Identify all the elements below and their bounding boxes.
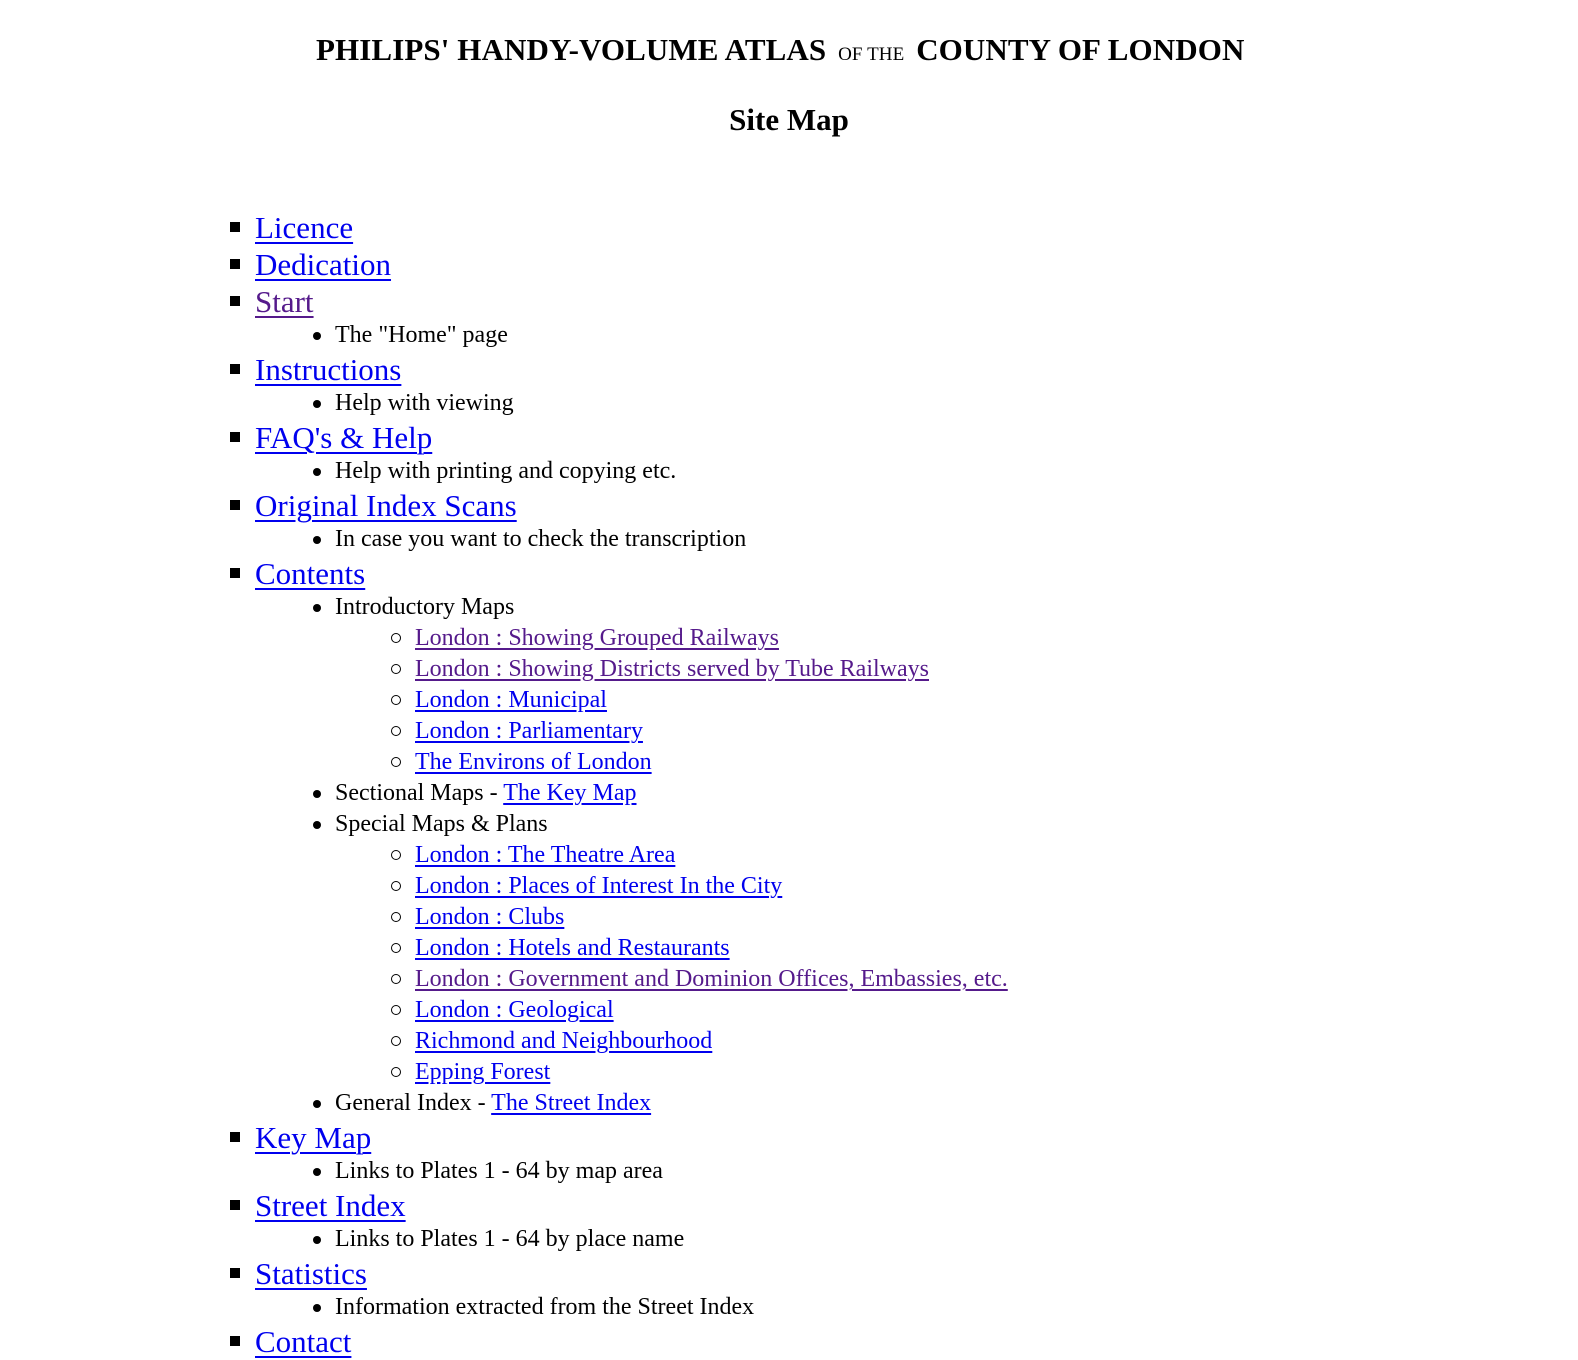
- instructions-description: [255, 388, 1008, 419]
- disc-bullet-icon: [313, 1304, 321, 1312]
- description-text: Help with viewing: [335, 390, 514, 416]
- contents-link[interactable]: Contents: [255, 556, 366, 591]
- map-link-theatre-area[interactable]: London : The Theatre Area: [415, 842, 676, 868]
- map-link-grouped-railways[interactable]: London : Showing Grouped Railways: [415, 625, 779, 651]
- disc-bullet-icon: [313, 790, 321, 798]
- list-item: [255, 716, 1008, 747]
- dedication-link[interactable]: Dedication: [255, 247, 392, 282]
- instructions-link[interactable]: Instructions: [255, 352, 402, 387]
- group-label: Sectional Maps -: [335, 780, 504, 806]
- site-map-heading: Site Map: [729, 102, 849, 137]
- scans-description: [255, 524, 1008, 555]
- introductory-maps-group: [255, 592, 1008, 623]
- list-item-contents: [225, 555, 1008, 1119]
- list-item: [255, 685, 1008, 716]
- map-link-richmond[interactable]: Richmond and Neighbourhood: [415, 1028, 713, 1054]
- circle-bullet-icon: [391, 881, 401, 891]
- disc-bullet-icon: [313, 821, 321, 829]
- street-index-description: [255, 1224, 1008, 1255]
- list-item-contact: [225, 1323, 1008, 1360]
- square-bullet-icon: [230, 1336, 240, 1346]
- list-item-instructions: [225, 351, 1008, 419]
- list-item: [255, 747, 1008, 778]
- contact-link[interactable]: Contact: [255, 1324, 352, 1359]
- square-bullet-icon: [230, 296, 240, 306]
- map-link-hotels[interactable]: London : Hotels and Restaurants: [415, 935, 730, 961]
- circle-bullet-icon: [391, 757, 401, 767]
- list-item-start: [225, 283, 1008, 351]
- key-map-inline-link[interactable]: The Key Map: [503, 780, 637, 806]
- map-link-places-of-interest[interactable]: London : Places of Interest In the City: [415, 873, 783, 899]
- description-text: The "Home" page: [335, 322, 508, 348]
- group-label: Introductory Maps: [335, 594, 515, 620]
- square-bullet-icon: [230, 568, 240, 578]
- map-link-government-offices[interactable]: London : Government and Dominion Offices, Embassies, etc.: [415, 966, 1008, 992]
- title-part1: PHILIPS' HANDY-VOLUME ATLAS: [316, 32, 827, 67]
- disc-bullet-icon: [313, 604, 321, 612]
- special-maps-group: [255, 809, 1008, 840]
- site-map-list: [225, 209, 1008, 1360]
- list-item: [255, 995, 1008, 1026]
- title-small: OF THE: [838, 44, 905, 65]
- circle-bullet-icon: [391, 664, 401, 674]
- circle-bullet-icon: [391, 912, 401, 922]
- list-item-statistics: [225, 1255, 1008, 1323]
- map-link-municipal[interactable]: London : Municipal: [415, 687, 607, 713]
- sectional-maps-group: [255, 778, 1008, 809]
- disc-bullet-icon: [313, 1236, 321, 1244]
- list-item-street-index: [225, 1187, 1008, 1255]
- group-label: Special Maps & Plans: [335, 811, 548, 837]
- disc-bullet-icon: [313, 1100, 321, 1108]
- list-item-index-scans: [225, 487, 1008, 555]
- street-index-inline-link[interactable]: The Street Index: [491, 1090, 652, 1116]
- description-text: Links to Plates 1 - 64 by place name: [335, 1226, 685, 1252]
- list-item-faq: [225, 419, 1008, 487]
- list-item: [255, 871, 1008, 902]
- circle-bullet-icon: [391, 850, 401, 860]
- list-item: [255, 902, 1008, 933]
- faq-description: [255, 456, 1008, 487]
- licence-link[interactable]: Licence: [255, 210, 354, 245]
- list-item: [255, 840, 1008, 871]
- description-text: Links to Plates 1 - 64 by map area: [335, 1158, 663, 1184]
- title-part2: COUNTY OF LONDON: [916, 32, 1245, 67]
- square-bullet-icon: [230, 1268, 240, 1278]
- list-item: [255, 623, 1008, 654]
- square-bullet-icon: [230, 432, 240, 442]
- circle-bullet-icon: [391, 943, 401, 953]
- faq-help-link[interactable]: FAQ's & Help: [255, 420, 433, 455]
- map-link-tube-railways[interactable]: London : Showing Districts served by Tube Railways: [415, 656, 929, 682]
- key-map-link[interactable]: Key Map: [255, 1120, 372, 1155]
- circle-bullet-icon: [391, 1036, 401, 1046]
- group-label: General Index -: [335, 1090, 492, 1116]
- list-item-key-map: [225, 1119, 1008, 1187]
- general-index-group: [255, 1088, 1008, 1119]
- original-index-scans-link[interactable]: Original Index Scans: [255, 488, 517, 523]
- map-link-geological[interactable]: London : Geological: [415, 997, 614, 1023]
- circle-bullet-icon: [391, 695, 401, 705]
- map-link-epping-forest[interactable]: Epping Forest: [415, 1059, 551, 1085]
- disc-bullet-icon: [313, 468, 321, 476]
- list-item: [255, 654, 1008, 685]
- square-bullet-icon: [230, 1132, 240, 1142]
- square-bullet-icon: [230, 364, 240, 374]
- circle-bullet-icon: [391, 726, 401, 736]
- list-item: [255, 933, 1008, 964]
- square-bullet-icon: [230, 1200, 240, 1210]
- description-text: Information extracted from the Street Index: [335, 1294, 755, 1320]
- list-item-licence: [225, 209, 1008, 246]
- list-item-dedication: [225, 246, 1008, 283]
- list-item: [255, 1026, 1008, 1057]
- street-index-link[interactable]: Street Index: [255, 1188, 406, 1223]
- square-bullet-icon: [230, 259, 240, 269]
- square-bullet-icon: [230, 222, 240, 232]
- map-link-parliamentary[interactable]: London : Parliamentary: [415, 718, 643, 744]
- disc-bullet-icon: [313, 536, 321, 544]
- circle-bullet-icon: [391, 633, 401, 643]
- description-text: Help with printing and copying etc.: [335, 458, 677, 484]
- disc-bullet-icon: [313, 400, 321, 408]
- circle-bullet-icon: [391, 974, 401, 984]
- start-link[interactable]: Start: [255, 284, 314, 319]
- square-bullet-icon: [230, 500, 240, 510]
- circle-bullet-icon: [391, 1067, 401, 1077]
- disc-bullet-icon: [313, 1168, 321, 1176]
- start-description: [255, 320, 1008, 351]
- description-text: In case you want to check the transcription: [335, 526, 747, 552]
- page-title: [316, 30, 1244, 75]
- map-link-clubs[interactable]: London : Clubs: [415, 904, 565, 930]
- statistics-link[interactable]: Statistics: [255, 1256, 367, 1291]
- list-item: [255, 1057, 1008, 1088]
- statistics-description: [255, 1292, 1008, 1323]
- map-link-environs[interactable]: The Environs of London: [415, 749, 652, 775]
- list-item: [255, 964, 1008, 995]
- disc-bullet-icon: [313, 332, 321, 340]
- circle-bullet-icon: [391, 1005, 401, 1015]
- key-map-description: [255, 1156, 1008, 1187]
